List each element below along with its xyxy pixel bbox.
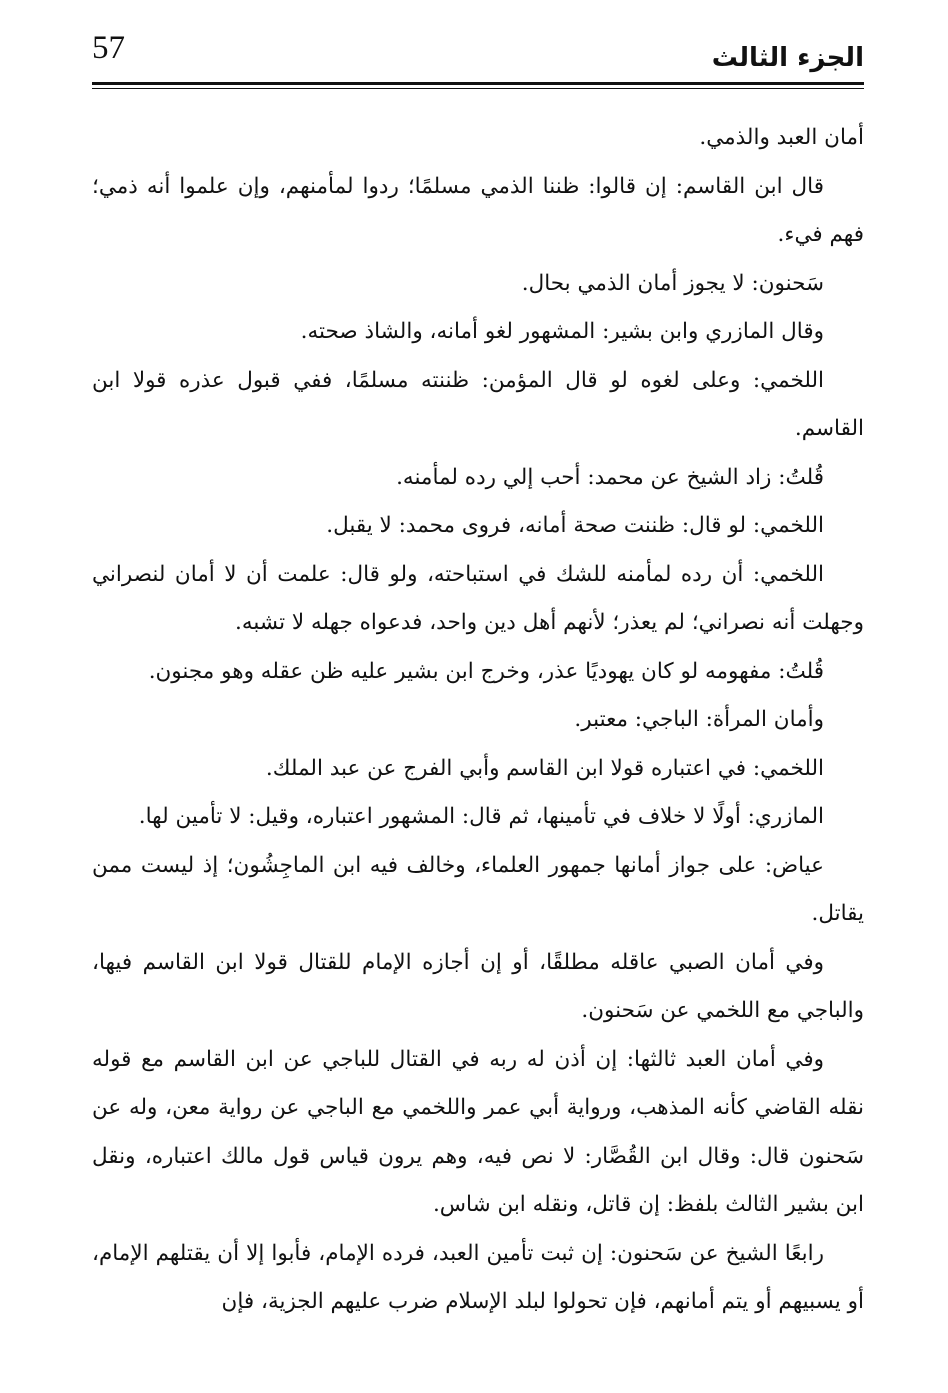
body-text [92, 114, 864, 1327]
paragraph: المازري: أولًا لا خلاف في تأمينها، ثم قال: المشهور اعتباره، وقيل: لا تأمين لها. [138, 804, 824, 829]
paragraph: قُلتُ: زاد الشيخ عن محمد: أحب إلي رده لمأمنه. [396, 464, 824, 490]
paragraph: سَحنون: لا يجوز أمان الذمي بحال. [521, 270, 824, 296]
header-rule-thick [92, 82, 864, 85]
paragraph: وقال المازري وابن بشير: المشهور لغو أمانه، والشاذ صحته. [300, 319, 824, 344]
paragraph: اللخمي: أن رده لمأمنه للشك في استباحته، ولو قال: علمت أن لا أمان لنصراني وجهلت أنه نصراني؛ لم يعذر؛ لأنهم أهل دين واحد، فدعواه جهله لا تشبه. [92, 561, 864, 635]
paragraph: قال ابن القاسم: إن قالوا: ظننا الذمي مسلمًا؛ ردوا لمأمنهم، وإن علموا أنه ذمي؛ فهم فيء. [92, 173, 864, 247]
paragraph: وأمان المرأة: الباجي: معتبر. [574, 707, 824, 732]
paragraph: اللخمي: لو قال: ظننت صحة أمانه، فروى محمد: لا يقبل. [326, 513, 824, 538]
running-head: الجزء الثالث [711, 43, 864, 73]
paragraph: أمان العبد والذمي. [699, 125, 864, 150]
paragraph: اللخمي: وعلى لغوه لو قال المؤمن: ظننته مسلمًا، ففي قبول عذره قولا ابن القاسم. [92, 367, 864, 441]
paragraph: رابعًا الشيخ عن سَحنون: إن ثبت تأمين العبد، فرده الإمام، فأبوا إلا أن يقتلهم الإمام، أو يسبيهم أو يتم أمانهم، فإن تحولوا لبلد الإسلام ضرب عليهم الجزية، فإن [92, 1240, 864, 1314]
paragraph: قُلتُ: مفهومه لو كان يهوديًا عذر، وخرج ابن بشير عليه ظن عقله وهو مجنون. [148, 658, 824, 684]
paragraph: وفي أمان العبد ثالثها: إن أذن له ربه في القتال للباجي عن ابن القاسم مع قوله نقله القاضي كأنه المذهب، ورواية أبي عمر واللخمي مع الباجي عن رواية معن، وله عن سَحنون قال: وقال ابن القُصَّار: لا نص فيه، وهم يرون قياس قول مالك اعتباره، ونقل ابن بشير الثالث بلفظ: إن قاتل، ونقله ابن شاس. [92, 1046, 864, 1217]
page-number: 57 [92, 30, 125, 66]
paragraph: اللخمي: في اعتباره قولا ابن القاسم وأبي الفرج عن عبد الملك. [265, 755, 824, 781]
paragraph: وفي أمان الصبي عاقله مطلقًا، أو إن أجازه الإمام للقتال قولا ابن القاسم فيها، والباجي مع اللخمي عن سَحنون. [92, 949, 864, 1023]
header-rule-thin [92, 88, 864, 89]
paragraph: عياض: على جواز أمانها جمهور العلماء، وخالف فيه ابن الماجِشُون؛ إذ ليست ممن يقاتل. [92, 852, 864, 926]
